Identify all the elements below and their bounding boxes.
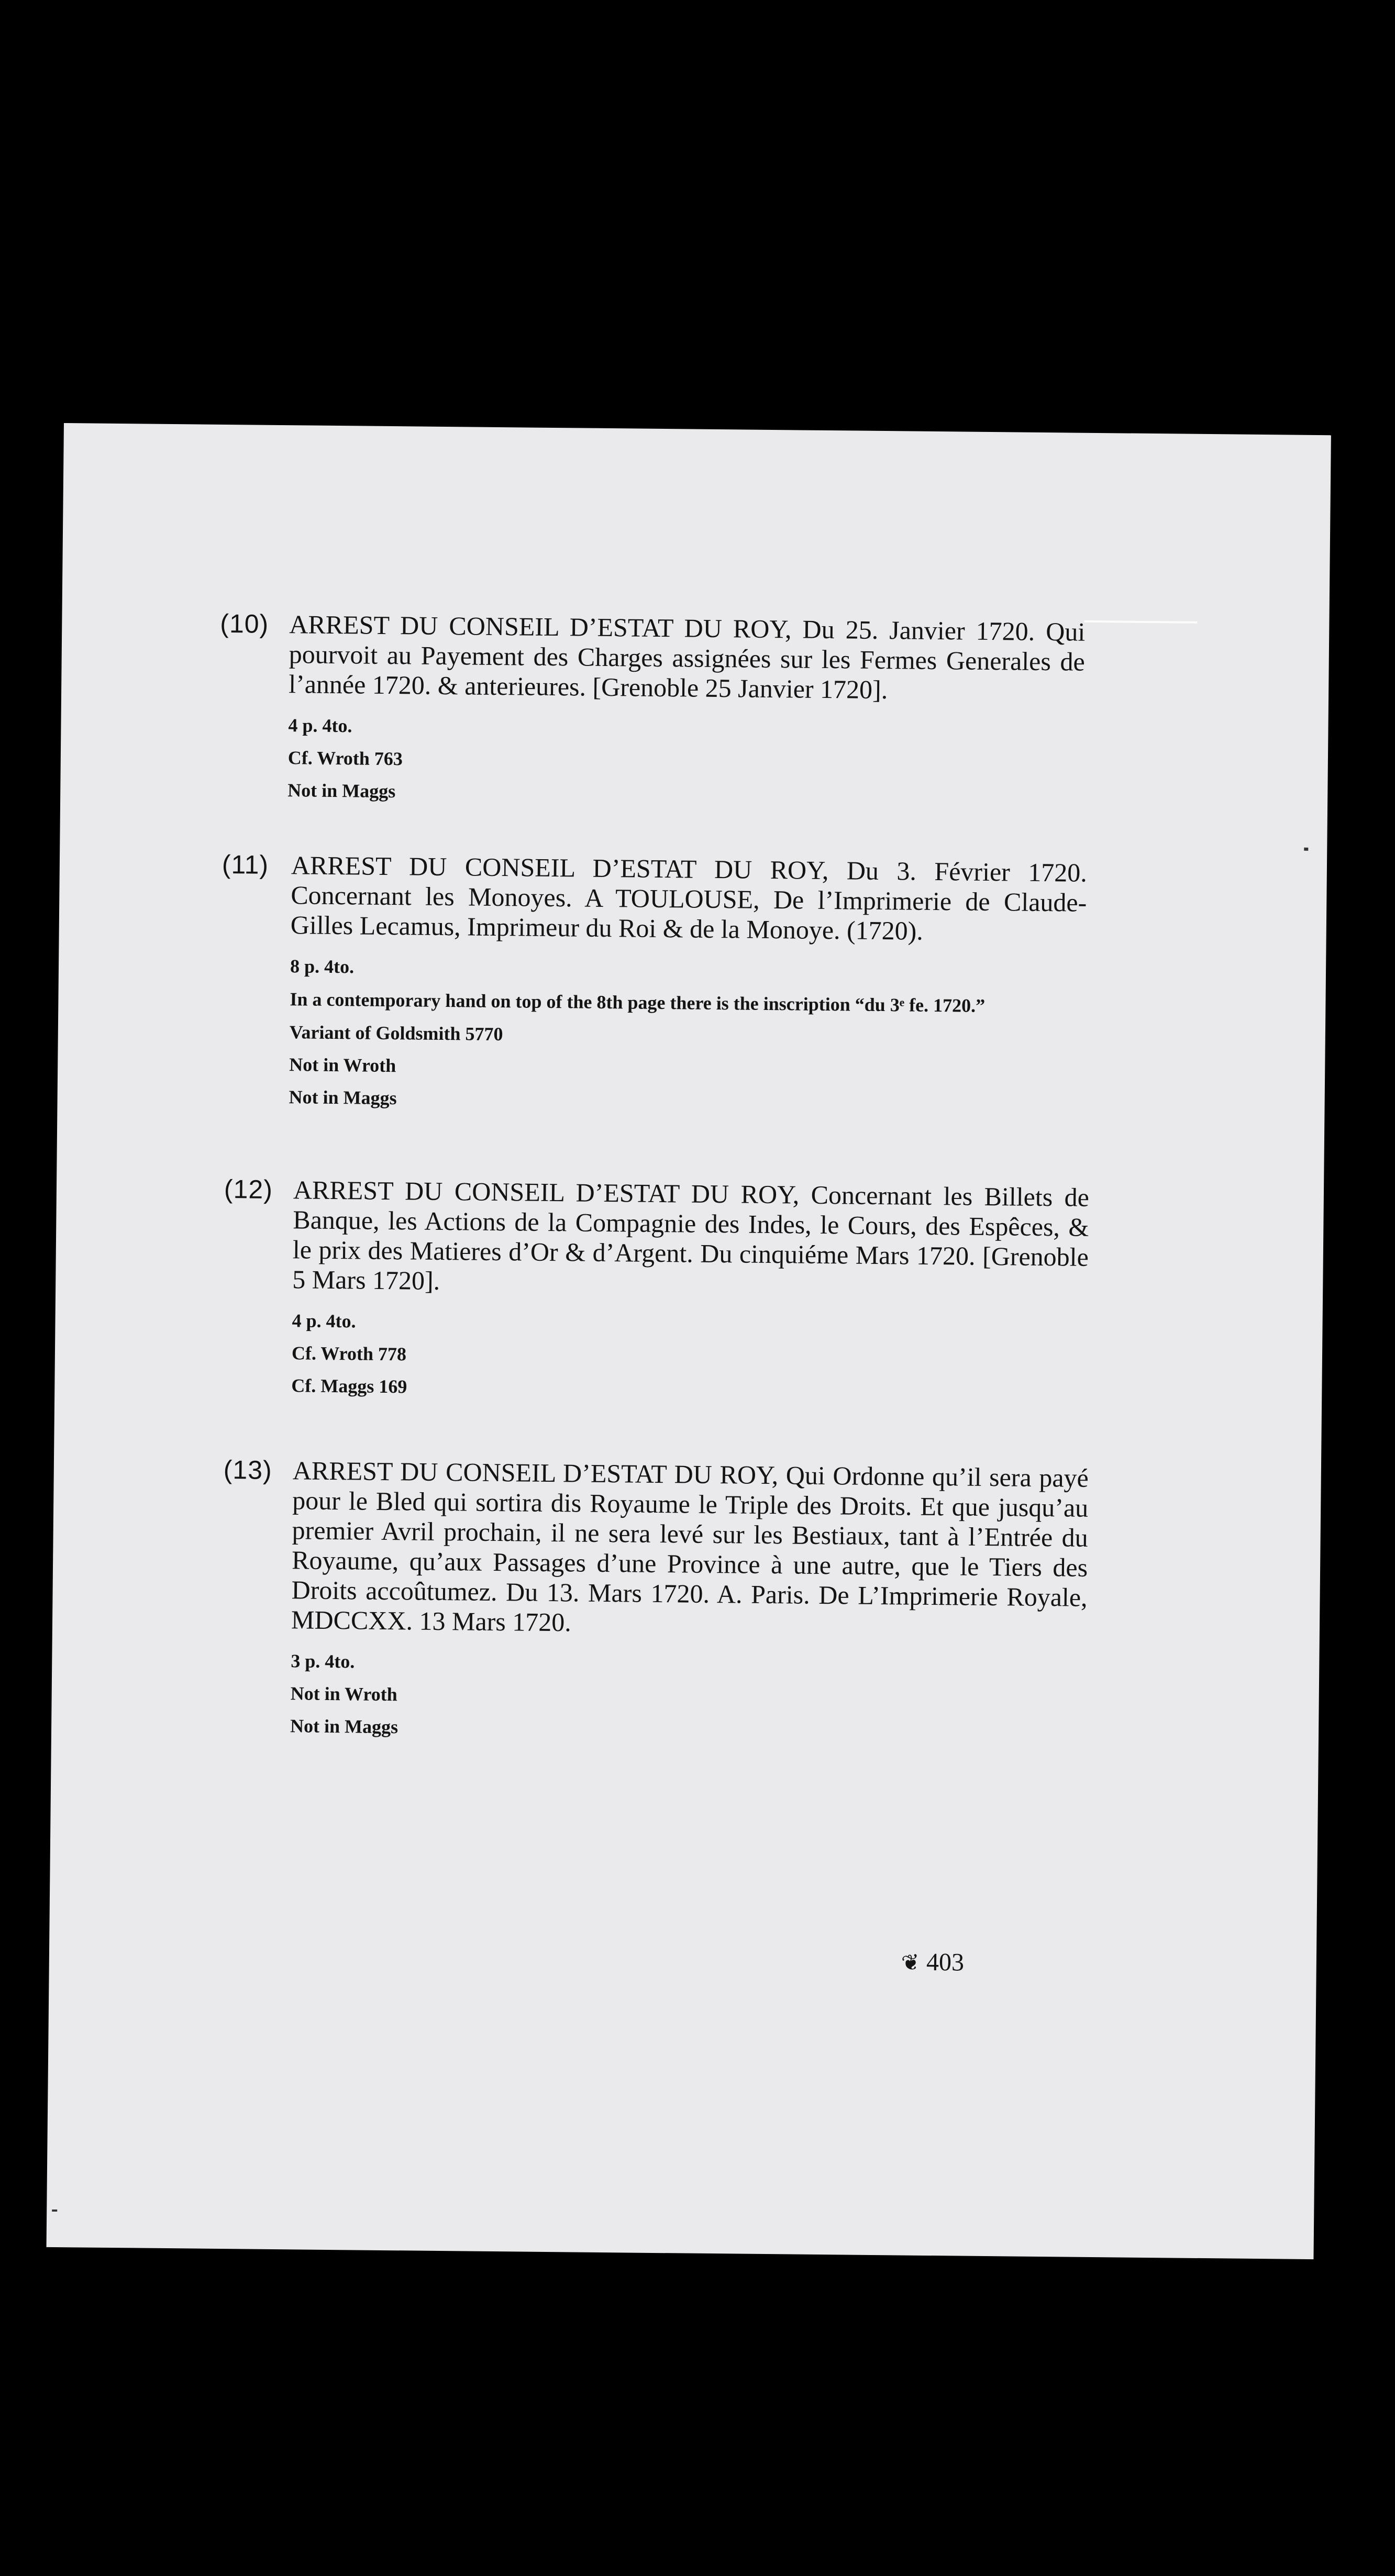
entry-notes — [289, 954, 1086, 1116]
entry-11 — [222, 849, 1088, 1126]
entry-notes — [290, 1649, 1087, 1745]
entry-number: (10) — [220, 608, 269, 639]
entry-notes — [287, 714, 1084, 809]
entry-note: 4 p. 4to. — [292, 1310, 356, 1332]
entry-note: Cf. Wroth 778 — [291, 1342, 407, 1365]
entry-10 — [220, 608, 1086, 819]
page-folio — [902, 1947, 965, 1978]
entry-note: Variant of Goldsmith 5770 — [289, 1021, 503, 1045]
edge-speck — [52, 2209, 57, 2212]
scanned-page — [47, 423, 1331, 2259]
entry-note: Cf. Maggs 169 — [291, 1375, 407, 1397]
entry-number: (12) — [224, 1174, 273, 1204]
entry-note: Not in Wroth — [290, 1683, 397, 1705]
edge-mark — [1304, 848, 1308, 851]
margin-mark — [1084, 620, 1197, 624]
entry-13 — [223, 1455, 1089, 1755]
entry-note: 3 p. 4to. — [291, 1650, 355, 1672]
entry-heading: ARREST DU CONSEIL D’ESTAT DU ROY, Du 3. Février 1720. Concernant les Monoyes. A TOULOUSE, De l’Imprimerie de Claude-Gilles Lecamus, Imprimeur du Roi & de la Monoye. (1720). — [290, 850, 1088, 946]
entry-notes — [291, 1309, 1088, 1405]
entry-note: Not in Maggs — [287, 780, 396, 802]
entry-number: (13) — [223, 1455, 273, 1485]
entry-note: 8 p. 4to. — [290, 956, 355, 978]
entry-note: In a contemporary hand on top of the 8th page there is the inscription “du 3ᵉ fe. 1720.” — [290, 989, 986, 1016]
entry-heading: ARREST DU CONSEIL D’ESTAT DU ROY, Du 25. Janvier 1720. Qui pourvoit au Payement des Charges assignées sur les Fermes Generales de l’année 1720. & anterieures. [Grenoble 25 Janvier 1720]. — [288, 609, 1086, 705]
entry-note: Not in Maggs — [290, 1715, 398, 1738]
entry-heading: ARREST DU CONSEIL D’ESTAT DU ROY, Qui Ordonne qu’il sera payé pour le Bled qui sortira dis Royaume le Triple des Droits. Et que jusqu’au premier Avril prochain, il ne sera levé sur les Bestiaux, tant à l’Entrée du Royaume, qu’aux Passages d’une Province à une autre, que le Tiers des Droits accoûtumez. Du 13. Mars 1720. A. Paris. De L’Imprimerie Royale, MDCCXX. 13 Mars 1720. — [291, 1456, 1089, 1637]
entry-heading: ARREST DU CONSEIL D’ESTAT DU ROY, Concernant les Billets de Banque, les Actions de la Compagnie des Indes, le Cours, des Espêces, & le prix des Matieres d’Or & d’Argent. Du cinquiéme Mars 1720. [Grenoble 5 Mars 1720]. — [292, 1175, 1090, 1295]
entry-note: Not in Wroth — [289, 1054, 396, 1076]
entry-note: Cf. Wroth 763 — [287, 747, 403, 770]
fleuron-icon: ❦ — [900, 1948, 922, 1977]
entry-note: 4 p. 4to. — [288, 715, 352, 737]
entry-number: (11) — [222, 849, 269, 880]
entry-note: Not in Maggs — [289, 1086, 397, 1109]
entry-12 — [224, 1174, 1090, 1414]
page-number: 403 — [926, 1948, 965, 1977]
